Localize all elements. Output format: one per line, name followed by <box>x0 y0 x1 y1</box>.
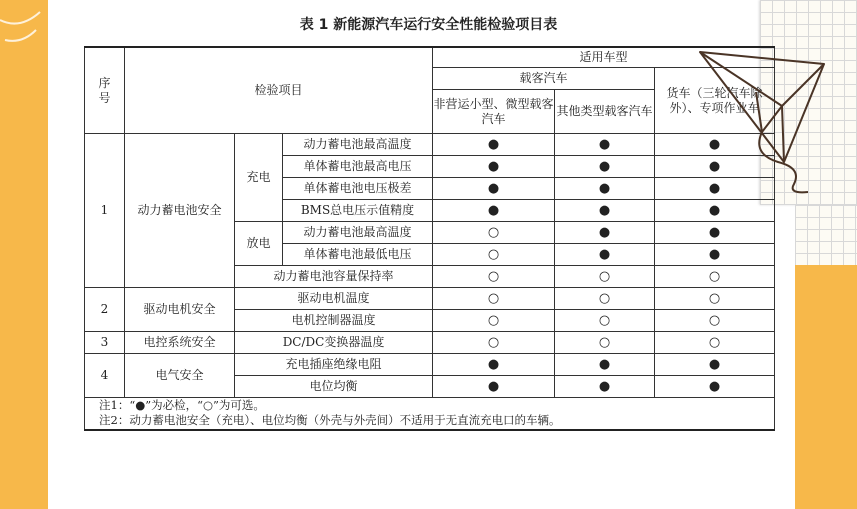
group-name: 动力蓄电池安全 <box>125 134 235 288</box>
group-name: 电气安全 <box>125 354 235 398</box>
table-row <box>85 134 775 156</box>
item-name: BMS总电压示值精度 <box>283 200 433 222</box>
mark-col1: ● <box>433 200 555 222</box>
mark-col1: ○ <box>433 310 555 332</box>
item-name: 电机控制器温度 <box>235 310 433 332</box>
mark-col2: ○ <box>555 332 655 354</box>
group-name: 驱动电机安全 <box>125 288 235 332</box>
mark-col3: ● <box>655 376 775 398</box>
table-title: 表 1 新能源汽车运行安全性能检验项目表 <box>299 17 558 33</box>
item-name: 单体蓄电池最高电压 <box>283 156 433 178</box>
header-col2: 其他类型载客汽车 <box>555 90 655 134</box>
mark-col3: ● <box>655 156 775 178</box>
group-seq: 1 <box>85 134 125 288</box>
mark-col3: ● <box>655 178 775 200</box>
table-notes <box>85 398 775 430</box>
item-name: 动力蓄电池最高温度 <box>283 222 433 244</box>
sub-group-discharge: 放电 <box>235 222 283 266</box>
mark-col3: ○ <box>655 310 775 332</box>
table-row <box>85 354 775 376</box>
item-name: 电位均衡 <box>235 376 433 398</box>
item-name: 动力蓄电池最高温度 <box>283 134 433 156</box>
header-item: 检验项目 <box>125 47 433 134</box>
group-seq: 4 <box>85 354 125 398</box>
header-applicable: 适用车型 <box>433 47 775 68</box>
group-name: 电控系统安全 <box>125 332 235 354</box>
mark-col3: ● <box>655 354 775 376</box>
mark-col3: ○ <box>655 288 775 310</box>
mark-col1: ● <box>433 156 555 178</box>
mark-col1: ● <box>433 376 555 398</box>
table-row <box>85 332 775 354</box>
paper-plane-icon <box>698 44 828 194</box>
mark-col2: ○ <box>555 288 655 310</box>
sub-group-charge: 充电 <box>235 134 283 222</box>
item-name: 动力蓄电池容量保持率 <box>235 266 433 288</box>
mark-col3: ○ <box>655 266 775 288</box>
mark-col1: ● <box>433 134 555 156</box>
item-name: 驱动电机温度 <box>235 288 433 310</box>
group-seq: 2 <box>85 288 125 332</box>
item-name: 单体蓄电池电压极差 <box>283 178 433 200</box>
mark-col2: ○ <box>555 310 655 332</box>
header-col3: 货车（三轮汽车除外）、专项作业车 <box>655 68 775 134</box>
header-passenger: 载客汽车 <box>433 68 655 90</box>
mark-col1: ● <box>433 178 555 200</box>
mark-col1: ○ <box>433 266 555 288</box>
mark-col1: ○ <box>433 332 555 354</box>
header-col1: 非营运小型、微型载客汽车 <box>433 90 555 134</box>
mark-col2: ● <box>555 376 655 398</box>
item-name: 充电插座绝缘电阻 <box>235 354 433 376</box>
mark-col2: ● <box>555 178 655 200</box>
item-name: 单体蓄电池最低电压 <box>283 244 433 266</box>
note-1: 注1：“●”为必检，“○”为可选。 <box>99 398 265 413</box>
mark-col3: ● <box>655 134 775 156</box>
group-seq: 3 <box>85 332 125 354</box>
mark-col2: ○ <box>555 266 655 288</box>
mark-col3: ● <box>655 222 775 244</box>
mark-col2: ● <box>555 222 655 244</box>
mark-col1: ● <box>433 354 555 376</box>
mark-col1: ○ <box>433 288 555 310</box>
mark-col1: ○ <box>433 222 555 244</box>
grid-paper-decoration-lower <box>795 205 857 265</box>
table-row <box>85 288 775 310</box>
inspection-items-table <box>84 46 775 431</box>
mark-col1: ○ <box>433 244 555 266</box>
mark-col3: ● <box>655 244 775 266</box>
item-name: DC/DC变换器温度 <box>235 332 433 354</box>
mark-col2: ● <box>555 156 655 178</box>
mark-col3: ● <box>655 200 775 222</box>
mark-col2: ● <box>555 134 655 156</box>
mark-col2: ● <box>555 200 655 222</box>
header-seq: 序 号 <box>85 47 125 134</box>
mark-col2: ● <box>555 244 655 266</box>
note-2: 注2：动力蓄电池安全（充电）、电位均衡（外壳与外壳间）不适用于无直流充电口的车辆。 <box>99 413 561 428</box>
mark-col3: ○ <box>655 332 775 354</box>
mark-col2: ● <box>555 354 655 376</box>
